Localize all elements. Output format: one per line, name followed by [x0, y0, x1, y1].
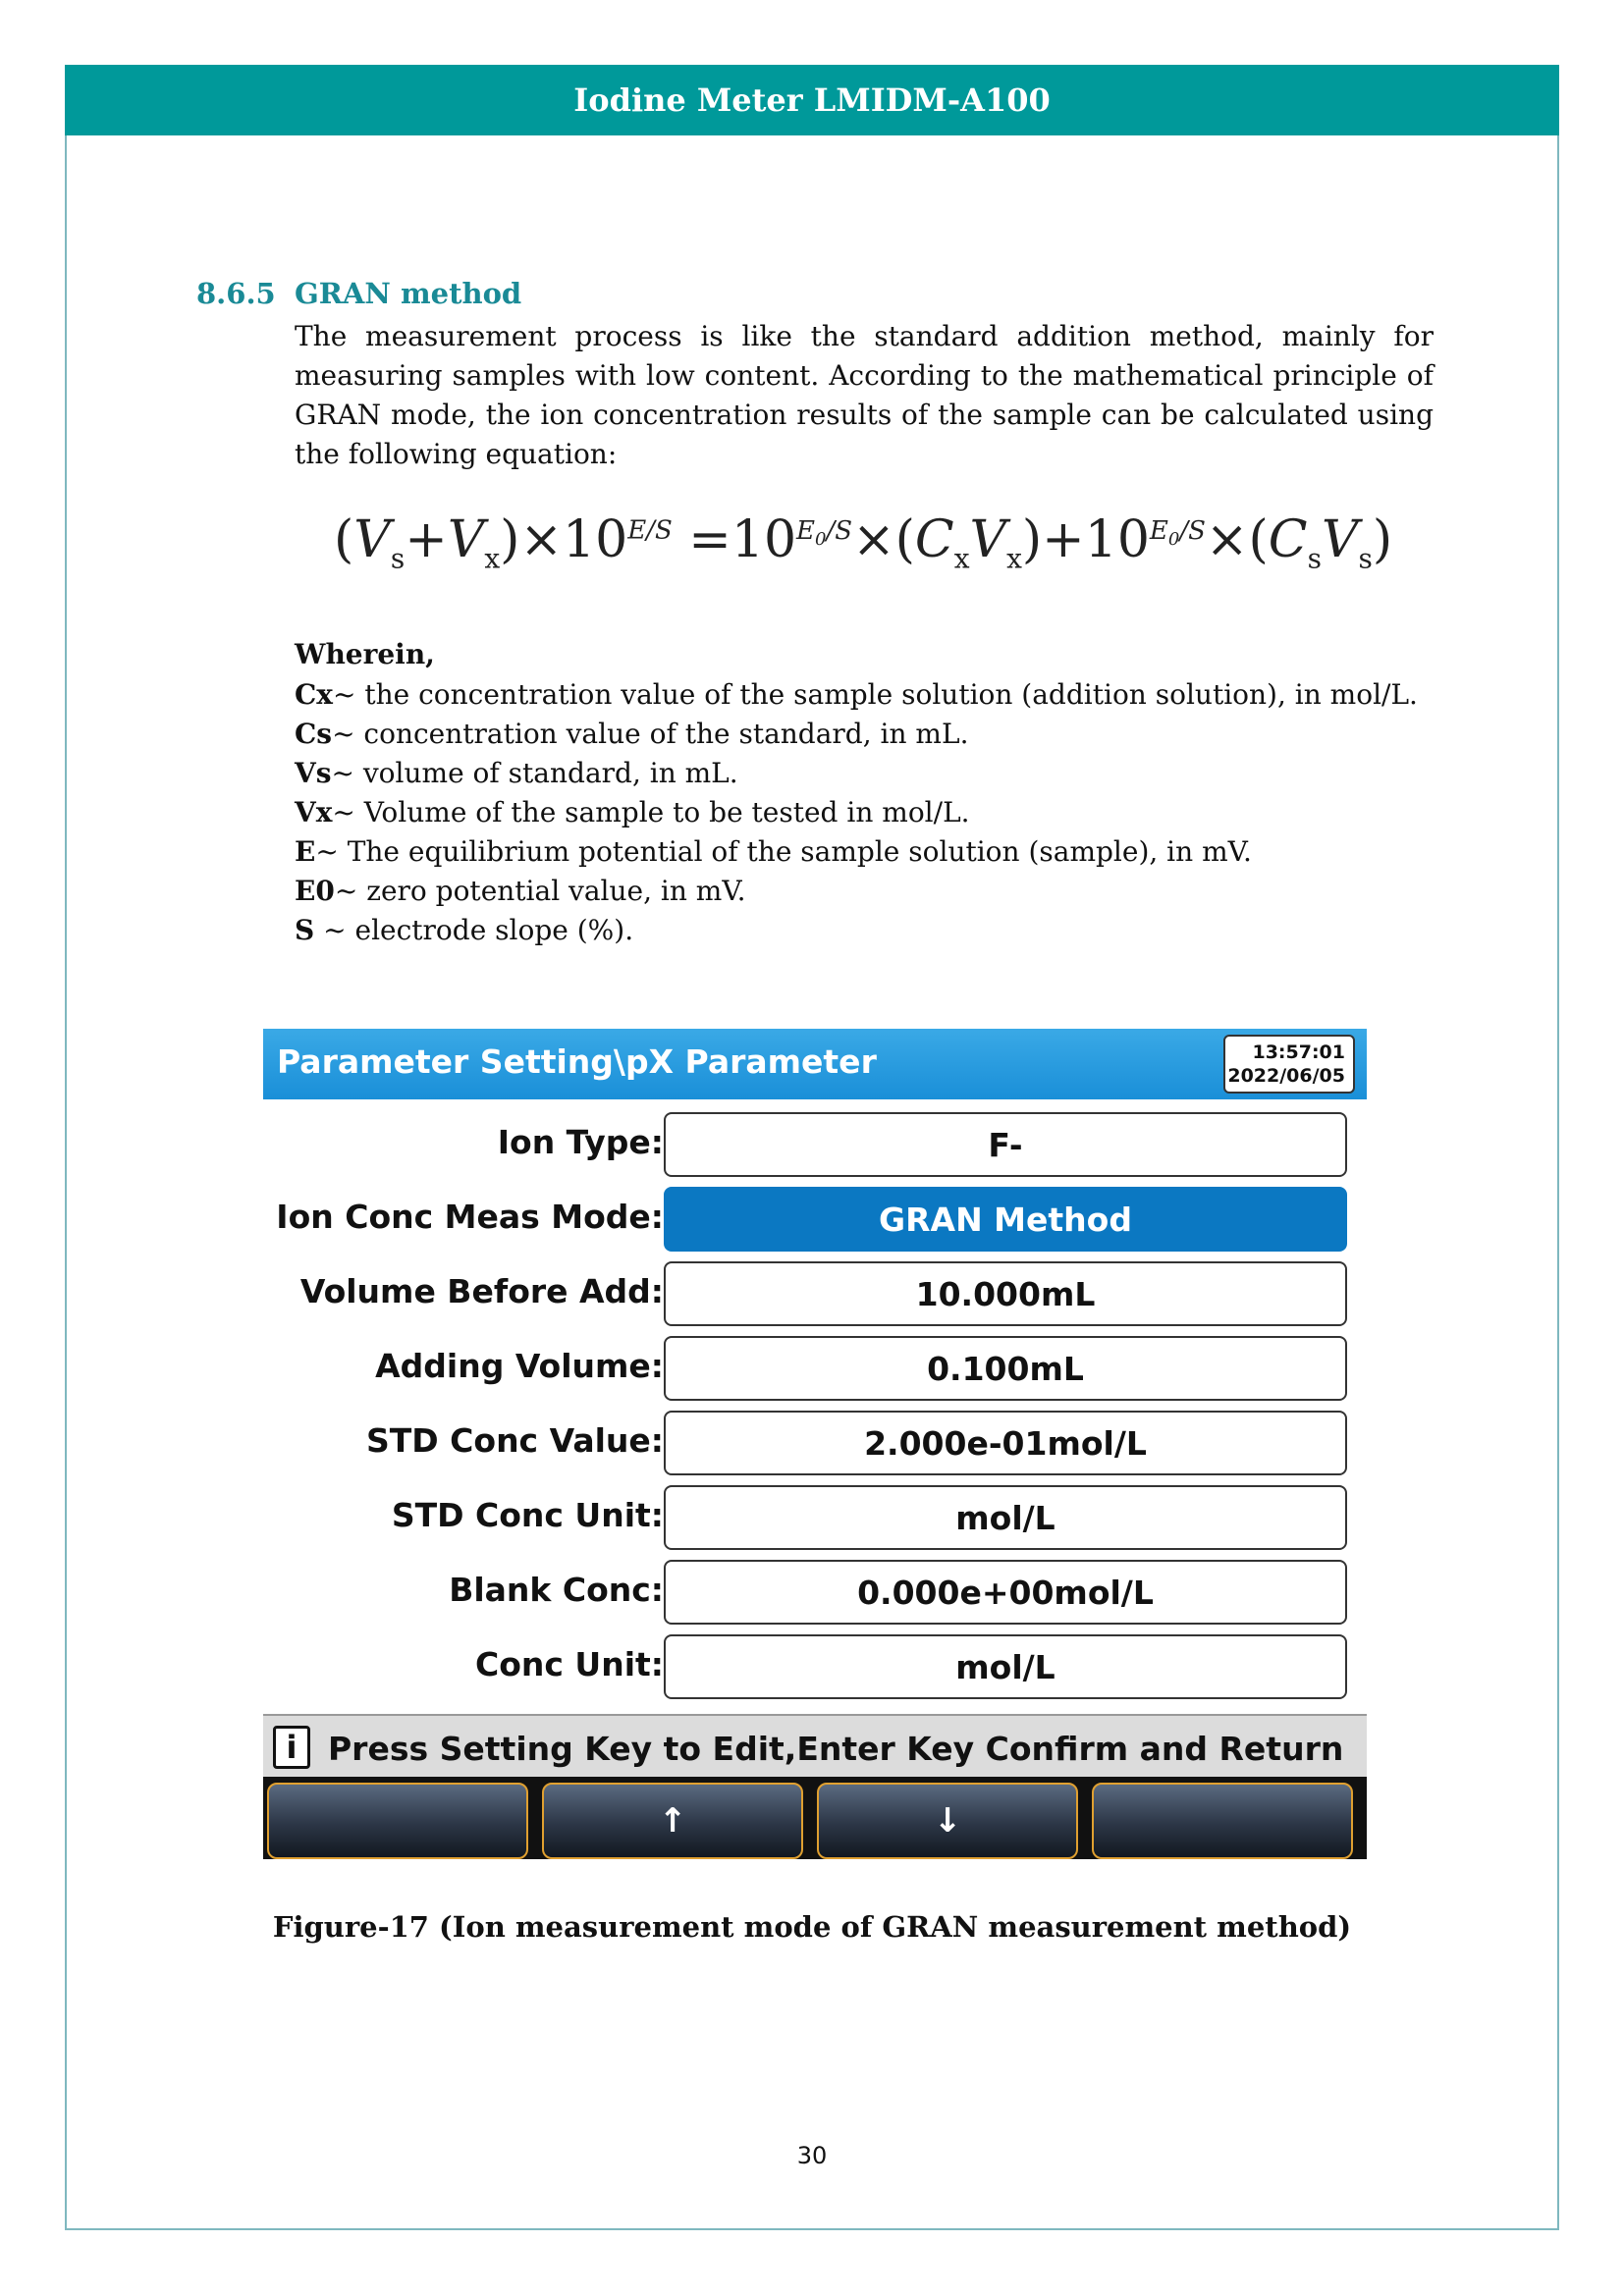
definition-text: ~ zero potential value, in mV. [334, 875, 746, 907]
param-row-blank-conc[interactable] [263, 1557, 1367, 1628]
clock-date: 2022/06/05 [1227, 1065, 1345, 1087]
param-label: Ion Conc Meas Mode: [276, 1198, 664, 1236]
param-row-volume-before-add[interactable] [263, 1258, 1367, 1329]
param-value-field[interactable]: mol/L [664, 1634, 1347, 1699]
param-row-ion-type[interactable] [263, 1109, 1367, 1180]
param-label: STD Conc Value: [366, 1421, 664, 1460]
definition-item [295, 911, 1434, 950]
page-number: 30 [796, 2142, 828, 2169]
definition-text: ~ The equilibrium potential of the sample solution (sample), in mV. [315, 835, 1252, 868]
definition-term: Vx [295, 796, 333, 828]
softkey-1[interactable] [267, 1783, 528, 1859]
param-label: Blank Conc: [449, 1571, 664, 1609]
hint-bar [263, 1714, 1367, 1779]
param-row-conc-meas-mode[interactable] [263, 1184, 1367, 1255]
figure-caption: Figure-17 (Ion measurement mode of GRAN measurement method) [272, 1910, 1352, 1944]
param-label: Volume Before Add: [299, 1272, 664, 1310]
softkey-down-arrow[interactable]: ↓ [817, 1783, 1078, 1859]
softkey-up-arrow[interactable]: ↑ [542, 1783, 803, 1859]
param-value-field[interactable]: 0.100mL [664, 1336, 1347, 1401]
definition-term: S [295, 914, 315, 946]
param-value-field[interactable]: 2.000e-01mol/L [664, 1411, 1347, 1475]
clock-display [1223, 1035, 1355, 1094]
param-row-conc-unit[interactable] [263, 1631, 1367, 1702]
param-label: Conc Unit: [474, 1645, 664, 1683]
section-title: GRAN method [295, 277, 522, 310]
definition-text: ~ Volume of the sample to be tested in mol/L. [332, 796, 970, 828]
param-label: Adding Volume: [375, 1347, 664, 1385]
param-row-adding-volume[interactable] [263, 1333, 1367, 1404]
section-intro: The measurement process is like the standard addition method, mainly for measuring samples with low content. According to the mathematical principle of GRAN mode, the ion concentration results of the sample can be calculated using the following equation: [295, 320, 1434, 470]
definition-term: E0 [295, 875, 335, 907]
definition-text: ~ concentration value of the standard, in mL. [332, 718, 969, 750]
section-number: 8.6.5 [196, 277, 276, 310]
param-value-field[interactable]: GRAN Method [664, 1187, 1347, 1252]
param-row-std-conc-unit[interactable] [263, 1482, 1367, 1553]
definition-item [295, 754, 1434, 793]
definition-term: Cs [295, 718, 333, 750]
screen-titlebar [263, 1029, 1367, 1099]
softkey-bar [263, 1777, 1367, 1859]
info-icon: i [273, 1726, 310, 1769]
definition-item [295, 872, 1434, 911]
clock-time: 13:57:01 [1252, 1041, 1345, 1063]
param-value-field[interactable]: mol/L [664, 1485, 1347, 1550]
definition-text: ~ electrode slope (%). [314, 914, 634, 946]
softkey-4[interactable] [1092, 1783, 1353, 1859]
definition-text: ~ the concentration value of the sample solution (addition solution), in mol/L. [332, 678, 1418, 711]
document-header [65, 65, 1559, 135]
definitions-heading: Wherein, [295, 638, 435, 670]
param-label: STD Conc Unit: [391, 1496, 664, 1534]
param-row-std-conc-value[interactable] [263, 1408, 1367, 1478]
device-screen [263, 1029, 1367, 1859]
definition-term: E [295, 835, 316, 868]
definitions-list [295, 675, 1434, 950]
definition-item [295, 675, 1434, 715]
definition-item [295, 793, 1434, 832]
screen-title: Parameter Setting\pX Parameter [277, 1042, 877, 1081]
param-value-field[interactable]: 10.000mL [664, 1261, 1347, 1326]
param-label: Ion Type: [497, 1123, 664, 1161]
definition-item [295, 715, 1434, 754]
param-value-field[interactable]: F- [664, 1112, 1347, 1177]
definition-term: Vs [295, 757, 332, 789]
definition-item [295, 832, 1434, 872]
definition-text: ~ volume of standard, in mL. [331, 757, 738, 789]
definition-term: Cx [295, 678, 333, 711]
document-title: Iodine Meter LMIDM-A100 [573, 81, 1051, 119]
hint-text: Press Setting Key to Edit,Enter Key Confirm and Return [328, 1730, 1344, 1768]
gran-equation: $(V_s+V_x)\times 10^{E/S} =10^{E_0/S}\times(C_xV_x)+10^{E_0/S}\times(C_sV_s)$ [334, 510, 1393, 575]
param-value-field[interactable]: 0.000e+00mol/L [664, 1560, 1347, 1625]
